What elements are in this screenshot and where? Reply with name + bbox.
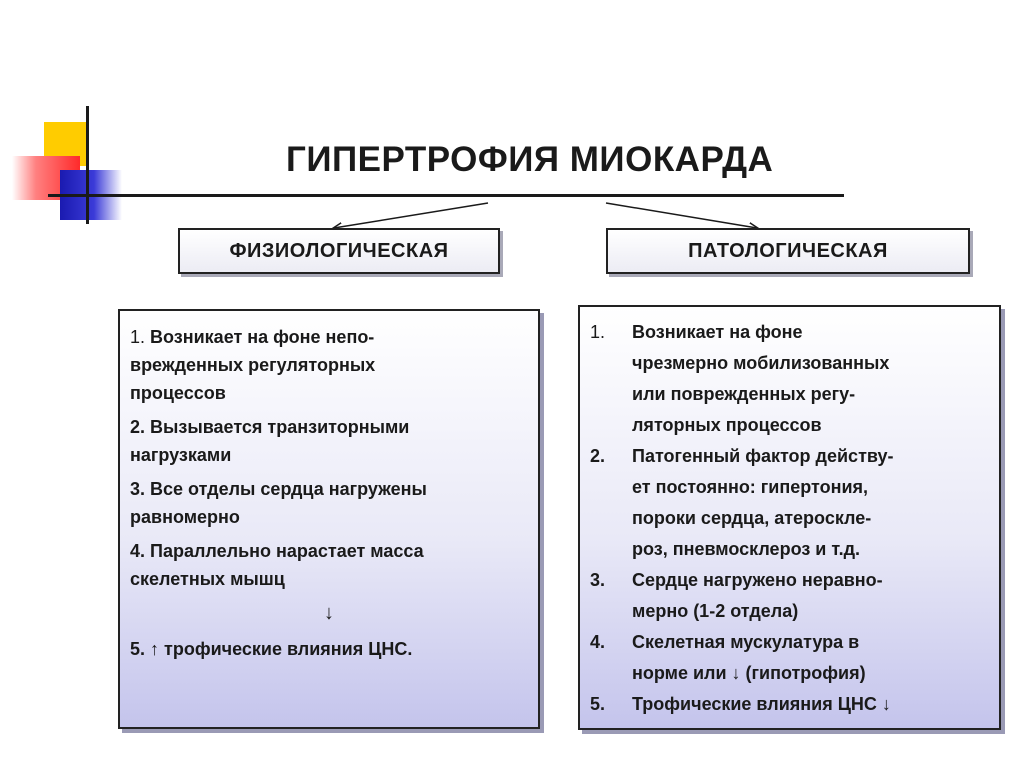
item-number: 2.	[130, 417, 146, 437]
line: процессов	[130, 383, 226, 403]
line: ляторных процессов	[632, 415, 822, 435]
line: ↑ трофические влияния ЦНС.	[150, 639, 413, 659]
line: ет постоянно: гипертония,	[632, 477, 869, 497]
line: пороки сердца, атероскле-	[632, 508, 872, 528]
item-number: 4.	[130, 541, 146, 561]
line: Сердце нагружено неравно-	[632, 570, 883, 590]
list-item	[590, 317, 989, 441]
line: равномерно	[130, 507, 240, 527]
list-item	[590, 627, 989, 689]
list-item	[590, 441, 989, 565]
line: Патогенный фактор действу-	[632, 446, 894, 466]
arrow-to-pathological	[606, 203, 757, 228]
down-arrow-icon: ↓	[324, 602, 334, 624]
pathological-list	[578, 305, 1001, 730]
list-item: 3. Все отделы сердца нагружены равномерно	[130, 475, 528, 531]
line: или поврежденных регу-	[632, 384, 856, 404]
line: Возникает на фоне	[632, 322, 803, 342]
item-number: 5.	[590, 694, 606, 714]
list-item	[590, 689, 989, 720]
item-number: 4.	[590, 632, 606, 652]
list-item: 2. Вызывается транзиторными нагрузками	[130, 413, 528, 469]
item-number: 3.	[130, 479, 146, 499]
arrow-to-physiological	[334, 203, 488, 228]
category-pathological: ПАТОЛОГИЧЕСКАЯ	[606, 228, 970, 274]
line: врежденных регуляторных	[130, 355, 376, 375]
line: мерно (1-2 отдела)	[632, 601, 799, 621]
line: Трофические влияния ЦНС ↓	[632, 694, 891, 714]
list-item: 4. Параллельно нарастает масса скелетных мышц	[130, 537, 528, 593]
item-number: 5.	[130, 639, 146, 659]
line: скелетных мышц	[130, 569, 285, 589]
item-number: 1.	[590, 322, 606, 342]
list-item	[590, 565, 989, 627]
list-item	[130, 635, 528, 663]
item-number: 1.	[130, 327, 146, 347]
line: роз, пневмосклероз и т.д.	[632, 539, 860, 559]
item-number: 3.	[590, 570, 606, 590]
physiological-list	[118, 309, 540, 729]
item-number: 2.	[590, 446, 606, 466]
slide-title: ГИПЕРТРОФИЯ МИОКАРДА	[286, 140, 774, 179]
line: Скелетная мускулатура в	[632, 632, 860, 652]
list-item: 1. Возникает на фоне непо- врежденных регуляторных процессов	[130, 323, 528, 407]
line: нагрузками	[130, 445, 232, 465]
line: норме или ↓ (гипотрофия)	[632, 663, 866, 683]
line: чрезмерно мобилизованных	[632, 353, 890, 373]
category-physiological: ФИЗИОЛОГИЧЕСКАЯ	[178, 228, 500, 274]
